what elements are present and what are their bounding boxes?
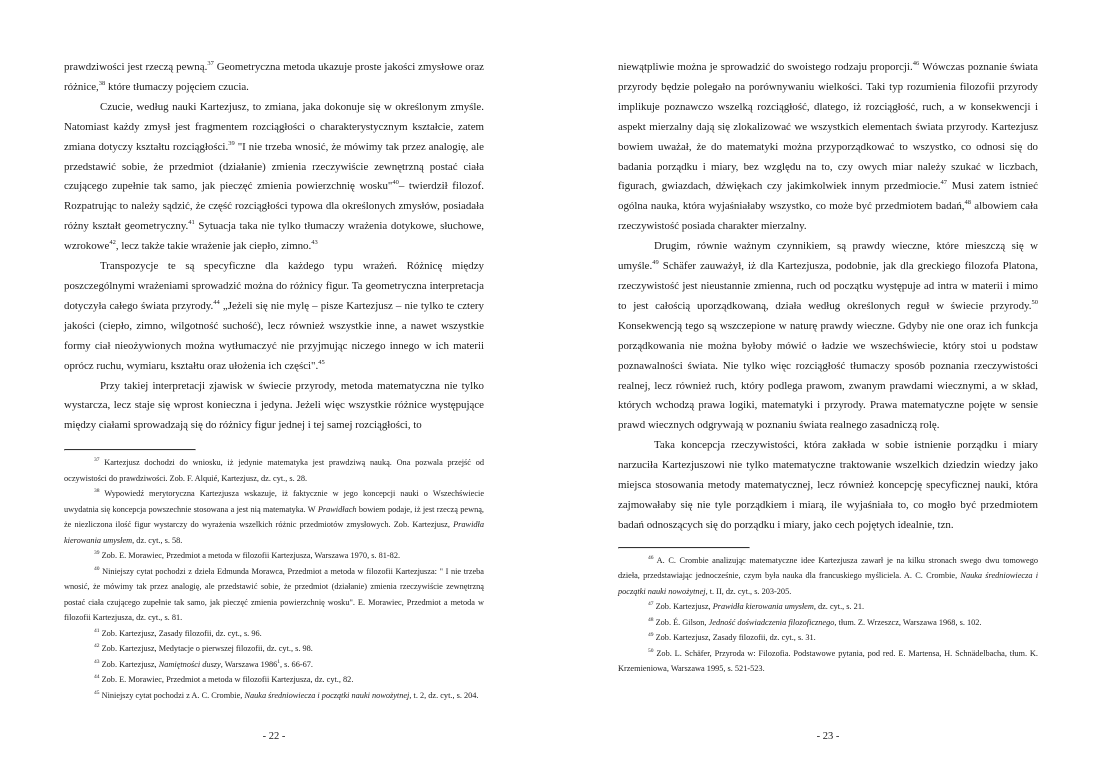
text-run: prawdziwości jest rzeczą pewną. <box>64 61 208 73</box>
text-run: Drugim, równie ważnym czynnikiem, są prawdy wieczne, które mieszczą się w umyśle. <box>618 240 1038 273</box>
text-run: , t. 2, dz. cyt., s. 204. <box>409 690 479 700</box>
paragraph <box>618 237 1038 436</box>
text-run: Zob. Kartezjusz, Zasady filozofii, dz. cyt., s. 31. <box>653 633 816 643</box>
footnote-ref: 39 <box>94 550 100 557</box>
footnote-ref: 45 <box>94 689 100 696</box>
footnote-ref: 50 <box>1031 298 1038 306</box>
footnote <box>64 688 484 704</box>
paragraph <box>64 377 484 437</box>
footnote <box>64 641 484 657</box>
footnote-ref: 47 <box>648 601 654 608</box>
text-run: Niniejszy cytat pochodzi z dzieła Edmunda Morawca, Przedmiot a metoda w filozofii Kartezjusza: " I nie trzeba wnosić, że mówimy tak przez analogię, ale przedstawić sobie, że przedmiot (działanie) zmienia rzeczywiście zewnętrzną postać ciała czującego zupełnie tak samo, jak pieczęć zmienia powierzchnię wosku". E. Morawiec, Przedmiot a metoda w filozofii Kartezjusza, dz. cyt., s. 81. <box>64 566 484 623</box>
footnote-ref: 46 <box>648 554 654 561</box>
left-page <box>64 58 484 703</box>
text-run: Zob. E. Morawiec, Przedmiot a metoda w filozofii Kartezjusza, Warszawa 1970, s. 81-82. <box>99 551 401 561</box>
text-run: które tłumaczy pojęciem czucia. <box>105 80 249 93</box>
italic-title: Nauka średniowiecza i początki nauki nowożytnej <box>244 690 410 700</box>
footnote-divider <box>64 449 196 451</box>
text-run: Przy takiej interpretacji zjawisk w świecie przyrody, metoda matematyczna nie tylko wystarcza, lecz staje się wprost konieczna i jedyna. Jeżeli więc wszystkie różnice występujące między ciałami sprowadzają się do różnicy figur jednej i tej samej rozciągłości, to <box>64 379 484 432</box>
footnote-ref: 48 <box>964 199 972 207</box>
text-run: Niniejszy cytat pochodzi z A. C. Crombie, <box>99 690 245 700</box>
text-run: , lecz także takie wrażenie jak ciepło, zimno. <box>115 240 312 253</box>
right-footnotes <box>618 553 1038 677</box>
footnote-ref: 39 <box>228 139 235 147</box>
footnote <box>64 672 484 688</box>
italic-title: Namiętności duszy <box>158 659 221 669</box>
text-run: , Warszawa 1986 <box>220 659 278 669</box>
paragraph <box>64 257 484 376</box>
text-run: Konsekwencją tego są wszczepione w naturę prawdy wieczne. Gdyby nie one oraz ich funkcja porządkowania nie można byłoby mówić o ładzie we wszechświecie, który stoi u podstaw poznawalności świata. Nie tylko więc rozciągłość tłumaczy sposób poznania rzeczywistości realnej, lecz również ruch, który podlega prawom, zwanym prawdami wiecznymi, a w skład, których wchodzą prawa logiki, matematyki i przyrody. Prawa matematyczne pojęte w sensie prawd wiecznych odgrywają w poznaniu świata realnego zasadniczą rolę. <box>618 319 1038 432</box>
footnote-ref: 37 <box>94 457 100 464</box>
italic-title: Prawidła kierowania umysłem <box>64 520 484 545</box>
text-run: – twierdził filozof. Rozpatrując to należy sądzić, że część rozciągłości typowa dla określonych zmysłów, posiadała różny kształt geometryczny. <box>64 180 484 233</box>
footnote <box>618 615 1038 631</box>
left-body <box>64 58 484 436</box>
text-run: Sytuacja taka nie tylko tłumaczy wrażenia dotykowe, słuchowe, wzrokowe <box>64 220 485 253</box>
italic-title: Prawidłach <box>317 504 357 514</box>
text-run: Taka koncepcja rzeczywistości, która zakłada w sobie istnienie porządku i miary narzuciła Kartezjuszowi nie tylko matematyczne traktowanie wszelkich dziedzin wiedzy jako miejsca stosowania metody matematycznej, lecz również koncepcję specyficznej nauki, która zajmowałaby się nie tyle porządkiem i miarą, ile wyjaśniała to, co mogło być przedmiotem badań odnoszących się do porządku i miary, jako cech pojętych idealnie, tzn. <box>618 439 1038 531</box>
text-run: Zob. É. Gilson, <box>653 617 709 627</box>
text-run: Wypowiedź merytoryczna Kartezjusza wskazuje, iż faktycznie w jego koncepcji nauki o Wszechświecie uwydatnia się koncepcja powszechnie stosowana a jest nią matematyka. W <box>64 489 484 514</box>
text-run: niewątpliwie można je sprowadzić do swoistego rodzaju proporcji. <box>618 61 913 73</box>
footnote <box>64 486 484 548</box>
text-run: Transpozycje te są specyficzne dla każdego typu wrażeń. Różnicę między poszczególnymi wrażeniami sprowadzić można do różnicy figur. Ta geometryczna interpretacja dotyczyła całego świata przyrody. <box>64 260 484 312</box>
text-run: Zob. Kartezjusz, <box>653 602 713 612</box>
footnote <box>64 548 484 564</box>
text-run: , dz. cyt., s. 21. <box>813 602 865 612</box>
text-run: Czucie, według nauki Kartezjusz, to zmiana, jaka dokonuje się w określonym zmyśle. Natomiast każdy zmysł jest fragmentem rozciągłości o charakterystycznym kształcie, zatem zmiana dotyczy kształtu rozciągłości. <box>64 100 484 153</box>
footnote-ref: 43 <box>94 658 100 665</box>
footnote-ref: 45 <box>318 358 325 366</box>
text-run: albowiem cała rzeczywistość posiada charakter mierzalny. <box>618 200 1038 233</box>
text-run: , dz. cyt., s. 58. <box>132 535 183 545</box>
right-body <box>618 58 1038 536</box>
text-run: Zob. Kartezjusz, Medytacje o pierwszej filozofii, dz. cyt., s. 98. <box>99 644 313 654</box>
footnote-ref: 40 <box>392 179 399 187</box>
footnote-ref: 41 <box>188 219 195 227</box>
footnote <box>64 564 484 626</box>
text-run: Zob. E. Morawiec, Przedmiot a metoda w filozofii Kartezjusza, dz. cyt., 82. <box>99 675 354 685</box>
footnote-ref: 44 <box>213 298 220 306</box>
footnote-ref: 49 <box>648 632 654 639</box>
footnote-ref: 42 <box>94 643 100 650</box>
text-run: Wówczas poznanie świata przyrody będzie polegało na porównywaniu wielkości. Taki typ rozumienia filozofii przyrody implikuje poznawczo wszelką rozciągłość, dlatego, iż rozciągłość, ruch, a w konsekwencji i aspekt mierzalny dają się zlokalizować we wszystkich elementach świata przyrody. Kartezjusz bowiem uważał, że do matematyki można przyporządkować to wszystko, co odnosi się do badania porządku i miary, bez względu na to, czy owych miar należy szukać w liczbach, figurach, gwiazdach, dźwiękach czy jakimkolwiek innym przedmiocie. <box>618 61 1039 193</box>
page-number-right: - 23 - <box>816 731 840 742</box>
footnote <box>618 630 1038 646</box>
footnote-ref: 50 <box>648 647 654 654</box>
footnote-ref: 49 <box>652 259 659 267</box>
italic-title: Prawidła kierowania umysłem <box>712 602 814 612</box>
text-run: , s. 66-67. <box>280 659 313 669</box>
footnote-ref: 46 <box>912 60 920 67</box>
text-run: Geometryczna metoda ukazuje proste jakości zmysłowe oraz różnice, <box>64 61 484 93</box>
footnote <box>618 553 1038 600</box>
text-run: „Jeżeli się nie mylę – pisze Kartezjusz – nie tylko te cztery jakości (ciepło, zimno, wilgotność suchość), lecz również wszystkie inne, a nawet wszystkie formy ciał nieożywionych można wytłumaczyć nie przyjmując niczego innego w ich materii oprócz ruchu, wymiaru, kształtu oraz ułożenia ich części". <box>64 299 484 372</box>
footnote-ref: 43 <box>311 239 318 247</box>
text-run: "I nie trzeba wnosić, że mówimy tak przez analogię, ale przedstawić sobie, że przedmiot (działanie) zmienia rzeczywiście zewnętrzną postać ciała czującego zupełnie tak samo, jak pieczęć zmienia powierzchnię wosku" <box>64 140 484 193</box>
footnote-ref: 48 <box>648 616 654 623</box>
footnote <box>64 626 484 642</box>
footnote-divider <box>618 547 750 549</box>
footnote <box>618 646 1038 677</box>
page-number-left: - 22 - <box>262 731 286 742</box>
footnote-ref: 44 <box>94 674 100 681</box>
footnote-ref: 38 <box>98 79 106 87</box>
text-run: Zob. Kartezjusz, Zasady filozofii, dz. cyt., s. 96. <box>99 628 262 638</box>
text-run: Schäfer zauważył, iż dla Kartezjusza, podobnie, jak dla greckiego filozofa Platona, rzeczywistość jest nieustannie zmienna, ruch od początku występuje ad intra w materii i mimo to jest całością uporządkowaną, działa według określonych reguł w świecie przyrody. <box>618 260 1038 312</box>
text-run: , tłum. Z. Wrzeszcz, Warszawa 1968, s. 102. <box>834 617 982 627</box>
right-page <box>618 58 1038 677</box>
footnote <box>618 599 1038 615</box>
footnote-ref: 47 <box>940 179 948 187</box>
footnote-ref: 42 <box>109 239 116 247</box>
footnote-ref: 1 <box>277 658 281 665</box>
paragraph <box>64 58 484 98</box>
italic-title: Nauka średniowiecza i początki nauki nowożytnej <box>618 571 1038 596</box>
footnote-ref: 37 <box>207 60 214 67</box>
text-run: A. C. Crombie analizując matematyczne idee Kartezjusza zawarł je na kilku stronach swego dwu tomowego dzieła, przedstawiając jednocześnie, czym była nauka dla francuskiego myśliciela. A. C. Crombie, <box>618 555 1038 581</box>
paragraph <box>64 98 484 257</box>
footnote <box>64 455 484 486</box>
paragraph <box>618 436 1038 536</box>
text-run: Zob. L. Schäfer, Przyroda w: Filozofia. Podstawowe pytania, pod red. E. Martensa, H. Schnädelbacha, tłum. K. Krzemieniowa, Warszawa 1995, s. 521-523. <box>618 648 1038 674</box>
text-run: , t. II, dz. cyt., s. 203-205. <box>705 586 792 596</box>
footnote-ref: 38 <box>94 488 100 495</box>
text-run: Kartezjusz dochodzi do wniosku, iż jedynie matematyka jest prawdziwą nauką. Ona pozwala przejść od oczywistości do prawdziwości. Zob. F. Alquié, Kartezjusz, dz. cyt., s. 28. <box>64 458 484 483</box>
paragraph <box>618 58 1038 237</box>
text-run: Zob. Kartezjusz, <box>99 659 159 669</box>
italic-title: Jedność doświadczenia filozoficznego <box>708 617 835 627</box>
footnote-ref: 41 <box>94 627 100 634</box>
footnote-ref: 40 <box>94 565 100 572</box>
text-run: bowiem podaje, iż jest rzeczą pewną, że niezliczona ilość figur wystarczy do wyrażenia wszelkich różnic przedmiotów zmysłowych. Zob. Kartezjusz, <box>64 504 484 530</box>
left-footnotes <box>64 455 484 703</box>
text-run: Musi zatem istnieć ogólna nauka, która wyjaśniałaby wszystko, co może być przedmiotem badań, <box>618 180 1038 213</box>
footnote <box>64 657 484 673</box>
